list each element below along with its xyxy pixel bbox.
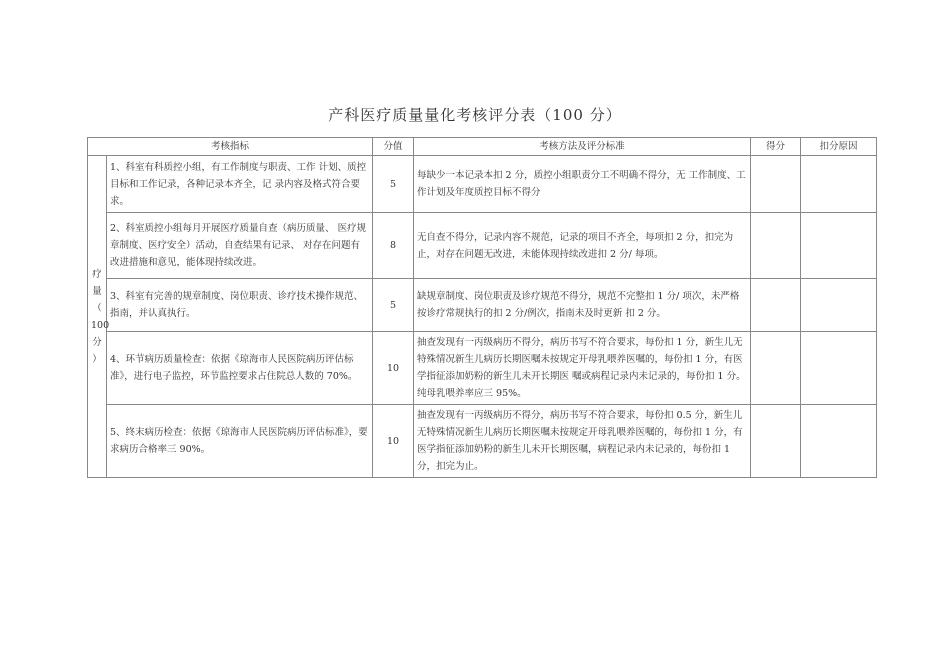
page-title: 产科医疗质量量化考核评分表（100 分） (328, 106, 622, 124)
score-cell: 5 (373, 156, 414, 213)
got-cell[interactable] (751, 279, 801, 332)
header-method: 考核方法及评分标准 (414, 138, 751, 156)
score-table (87, 137, 877, 478)
header-score: 分值 (373, 138, 414, 156)
reason-cell[interactable] (801, 405, 877, 478)
score-cell: 10 (373, 332, 414, 405)
indicator-cell: 1、科室有科质控小组，有工作制度与职责、工作 计划、质控目标和工作记录，各种记录本齐全，记 录内容及格式符合要求。 (107, 156, 373, 213)
indicator-cell: 4、环节病历质量检查：依据《琼海市人民医院病历评估标准》，进行电子监控，环节监控要求占住院总人数的 70%。 (107, 332, 373, 405)
method-cell: 每缺少一本记录本扣 2 分，质控小组职责分工不明确不得分，无 工作制度、工作计划及年度质控目标不得分 (414, 156, 751, 213)
method-cell: 抽查发现有一丙级病历不得分，病历书写不符合要求，每份扣 0.5 分，新生儿无特殊情况新生儿病历长期医嘱未按规定开母乳喂养医嘱的，每份扣 1 分，有医学指征添加奶粉的新生儿未开长期医嘱，病程记录内未记录的，每份扣 1 分，扣完为止。 (414, 405, 751, 478)
method-cell: 无自查不得分，记录内容不规范，记录的项目不齐全，每项扣 2 分，扣完为止，对存在问题无改进，未能体现持续改进扣 2 分/ 每项。 (414, 213, 751, 279)
table-row (88, 332, 877, 405)
table-row (88, 156, 877, 213)
table-row (88, 213, 877, 279)
score-cell: 5 (373, 279, 414, 332)
reason-cell[interactable] (801, 332, 877, 405)
table-row (88, 405, 877, 478)
indicator-cell: 2、科室质控小组每月开展医疗质量自查（病历质量、 医疗规章制度、医疗安全）活动，自查结果有记录、 对存在问题有改进措施和意见，能体现持续改进。 (107, 213, 373, 279)
header-row (88, 138, 877, 156)
score-cell: 8 (373, 213, 414, 279)
method-cell: 缺规章制度、岗位职责及诊疗规范不得分，规范不完整扣 1 分/ 项次，未严格按诊疗常规执行的扣 2 分/例次，指南未及时更新 扣 2 分。 (414, 279, 751, 332)
reason-cell[interactable] (801, 156, 877, 213)
got-cell[interactable] (751, 405, 801, 478)
indicator-cell: 3、科室有完善的规章制度、岗位职责、诊疗技术操作规范、指南，并认真执行。 (107, 279, 373, 332)
category-cell: 疗 量 （ 100 分 ） (88, 156, 107, 478)
got-cell[interactable] (751, 156, 801, 213)
header-got: 得分 (751, 138, 801, 156)
header-indicator: 考核指标 (88, 138, 373, 156)
got-cell[interactable] (751, 332, 801, 405)
reason-cell[interactable] (801, 213, 877, 279)
score-cell: 10 (373, 405, 414, 478)
got-cell[interactable] (751, 213, 801, 279)
reason-cell[interactable] (801, 279, 877, 332)
indicator-cell: 5、终末病历检查：依据《琼海市人民医院病历评估标准》，要求病历合格率三 90%。 (107, 405, 373, 478)
header-reason: 扣分原因 (801, 138, 877, 156)
method-cell: 抽查发现有一丙级病历不得分，病历书写不符合要求，每份扣 1 分，新生儿无特殊情况新生儿病历长期医嘱未按规定开母乳喂养医嘱的，每份扣 1 分，有医学指征添加奶粉的新生儿未开长期医 嘱或病程记录内未记录的，每份扣 1 分。纯母乳喂养率应三 95%。 (414, 332, 751, 405)
table-row (88, 279, 877, 332)
